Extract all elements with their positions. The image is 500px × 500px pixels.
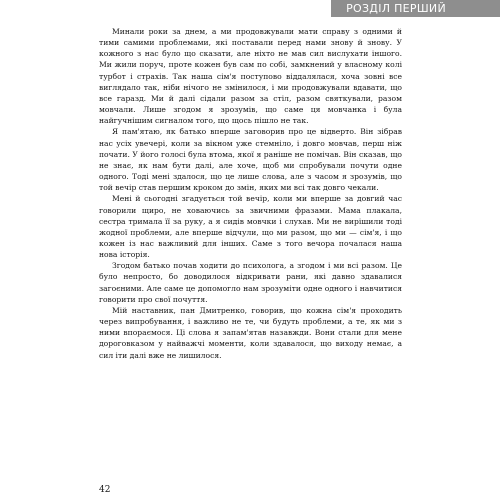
paragraph: Минали роки за днем, а ми продовжували мати справу з одними й тими самими проблемами, які поставали перед нами знову й знову. У кожного з нас було що сказати, але ніхто не мав сил вислухати іншого. Ми жили поруч, проте кожен був сам по собі, замкнений у власному колі турбот і страхів. Так наша сім'я поступово віддалялася, хоча зовні все виглядало так, ніби нічого не змінилося, і ми продовжували вдавати, що все гаразд. Ми й далі сідали разом за стіл, разом святкували, разом мовчали. Лише згодом я зрозумів, що саме ця мовчанка і була найгучнішим сигналом того, що щось пішло не так. — [99, 27, 402, 126]
page-number: 42 — [99, 485, 111, 495]
paragraph: Згодом батько почав ходити до психолога, а згодом і ми всі разом. Це було непросто, бо доводилося відкривати рани, які давно здавалися загоєними. Але саме це допомогло нам зрозуміти одне одного і навчитися говорити про свої почуття. — [99, 261, 402, 304]
body-text — [99, 26, 402, 361]
paragraph: Я пам'ятаю, як батько вперше заговорив про це відверто. Він зібрав нас усіх увечері, коли за вікном уже стемніло, і довго мовчав, перш ніж почати. У його голосі була втома, якої я раніше не помічав. Він сказав, що не знає, як нам бути далі, але хоче, щоб ми спробували почути одне одного. Тоді мені здалося, що це лише слова, але з часом я зрозумів, що той вечір став першим кроком до змін, яких ми всі так довго чекали. — [99, 127, 402, 193]
chapter-header: РОЗДІЛ ПЕРШИЙ — [331, 0, 500, 17]
paragraph: Мені й сьогодні згадується той вечір, коли ми вперше за довгий час говорили щиро, не ховаючись за звичними фразами. Мама плакала, сестра тримала її за руку, а я сидів мовчки і слухав. Ми не вирішили тоді жодної проблеми, але вперше відчули, що ми разом, що ми — сім'я, і що кожен із нас важливий для інших. Саме з того вечора почалася наша нова історія. — [99, 194, 402, 260]
paragraph: Мій наставник, пан Дмитренко, говорив, що кожна сім'я проходить через випробування, і важливо не те, чи будуть проблеми, а те, як ми з ними впораємося. Ці слова я запам'ятав назавжди. Вони стали для мене дороговказом у найважчі моменти, коли здавалося, що виходу немає, а сил іти далі вже не лишилося. — [99, 305, 402, 360]
